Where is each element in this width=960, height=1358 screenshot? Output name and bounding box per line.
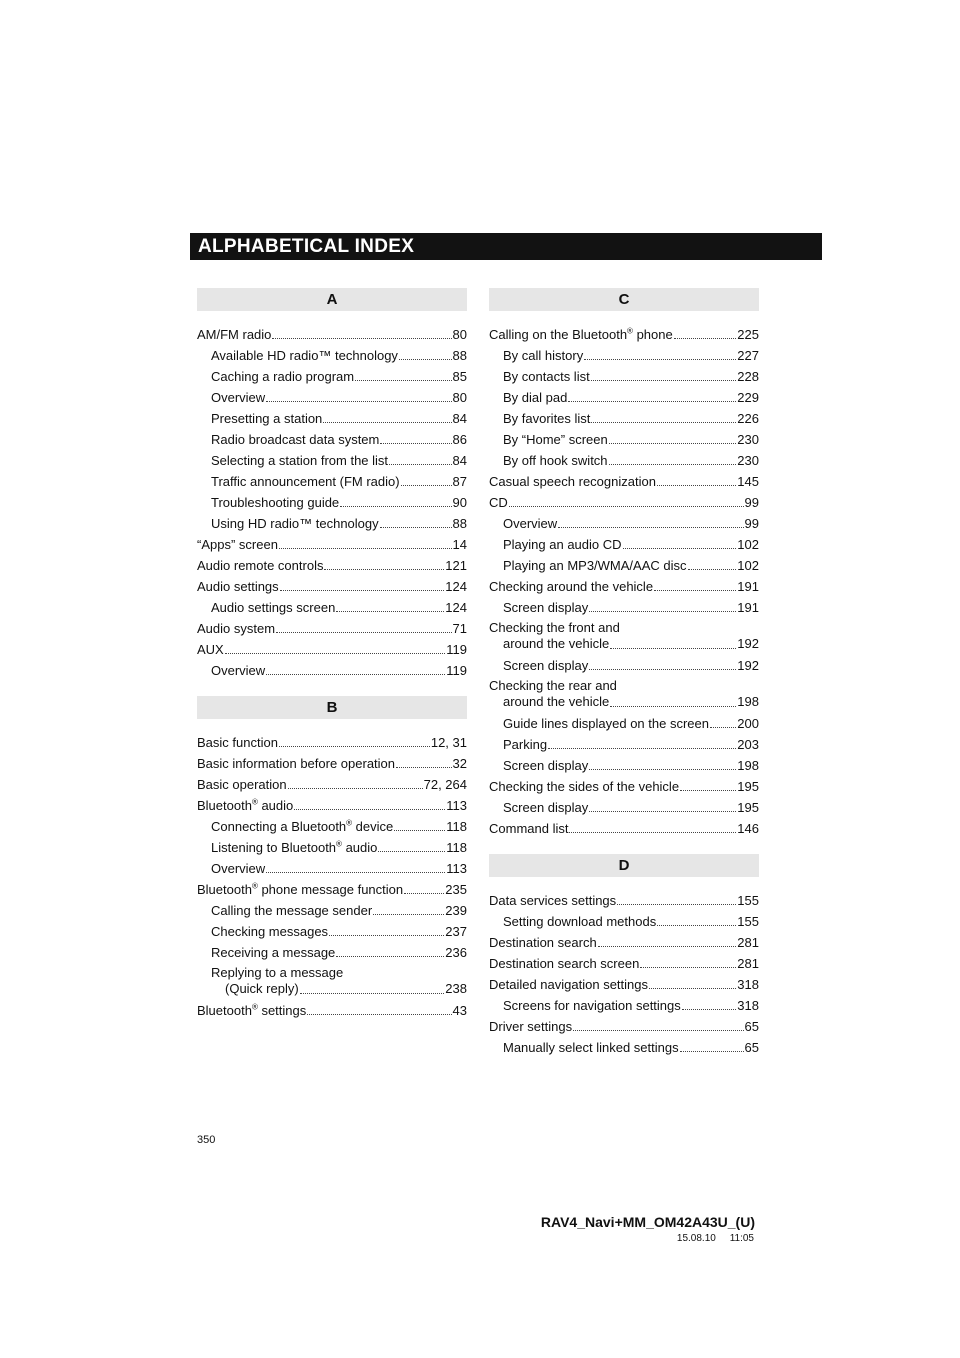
entry-label: Calling the message sender — [211, 903, 373, 918]
leader-dots — [548, 747, 736, 749]
leader-dots — [279, 745, 430, 747]
entry-page: 281 — [737, 956, 759, 971]
leader-dots — [584, 358, 736, 360]
entry-label: Data services settings — [489, 893, 617, 908]
right-column — [489, 288, 759, 1073]
entry-page: 124 — [445, 600, 467, 615]
entry-label: By dial pad — [503, 390, 568, 405]
entry-label: Presetting a station — [211, 411, 323, 426]
index-entry[interactable] — [197, 510, 467, 531]
entry-label: Overview — [503, 516, 558, 531]
entry-label: By favorites list — [503, 411, 591, 426]
index-entry[interactable] — [197, 468, 467, 489]
index-entry[interactable] — [197, 897, 467, 918]
index-entry[interactable] — [489, 531, 759, 552]
entry-page: 102 — [737, 558, 759, 573]
entry-label: Audio settings screen — [211, 600, 336, 615]
entry-label: Destination search — [489, 935, 597, 950]
entry-page: 71 — [452, 621, 467, 636]
index-entry[interactable] — [197, 855, 467, 876]
index-entry[interactable] — [197, 771, 467, 792]
leader-dots — [657, 924, 736, 926]
entry-page: 227 — [737, 348, 759, 363]
leader-dots — [710, 726, 736, 728]
index-entry-replying[interactable] — [197, 965, 467, 997]
entry-page: 281 — [737, 935, 759, 950]
section-b — [197, 696, 467, 1018]
leader-dots — [225, 652, 446, 654]
entry-page: 99 — [744, 495, 759, 510]
left-column — [197, 288, 467, 1036]
entry-label: Replying to a message — [211, 965, 344, 980]
leader-dots — [276, 631, 451, 633]
leader-dots — [589, 668, 736, 670]
entry-label: Caching a radio program — [211, 369, 355, 384]
leader-dots — [279, 547, 452, 549]
entry-label: Checking the front and — [489, 620, 620, 635]
entry-page: 113 — [446, 861, 467, 876]
leader-dots — [589, 810, 736, 812]
leader-dots — [591, 421, 736, 423]
leader-dots — [272, 337, 451, 339]
leader-dots — [589, 768, 736, 770]
entry-page: 32 — [452, 756, 467, 771]
entry-label: Bluetooth® audio — [197, 797, 294, 813]
entry-label: Screen display — [503, 758, 589, 773]
entry-label: AUX — [197, 642, 224, 657]
entry-label: By off hook switch — [503, 453, 608, 468]
index-entry[interactable] — [197, 489, 467, 510]
entry-label: Playing an audio CD — [503, 537, 622, 552]
entry-label: CD — [489, 495, 508, 510]
entry-page: 226 — [737, 411, 759, 426]
entry-label: Using HD radio™ technology — [211, 516, 379, 531]
entry-label: Overview — [211, 861, 266, 876]
index-entry[interactable] — [197, 321, 467, 342]
index-entry[interactable] — [489, 794, 759, 815]
entry-label: Checking around the vehicle — [489, 579, 654, 594]
index-entry[interactable] — [489, 426, 759, 447]
entry-page: 237 — [445, 924, 467, 939]
index-entry[interactable] — [489, 887, 759, 908]
leader-dots — [399, 358, 452, 360]
leader-dots — [323, 421, 451, 423]
entry-page: 155 — [737, 914, 759, 929]
index-entry[interactable] — [197, 792, 467, 813]
index-entry[interactable] — [489, 594, 759, 615]
entry-page: 236 — [445, 945, 467, 960]
entry-page: 118 — [446, 819, 467, 834]
entry-page: 124 — [445, 579, 467, 594]
leader-dots — [568, 400, 736, 402]
index-entry[interactable] — [197, 447, 467, 468]
entry-label: Troubleshooting guide — [211, 495, 340, 510]
entry-label: Checking messages — [211, 924, 329, 939]
leader-dots — [617, 903, 736, 905]
entry-page: 113 — [446, 798, 467, 813]
leader-dots — [266, 400, 451, 402]
index-entry[interactable] — [489, 710, 759, 731]
leader-dots — [680, 789, 736, 791]
entry-page: 119 — [446, 663, 467, 678]
entry-page: 230 — [737, 453, 759, 468]
entry-page: 88 — [452, 516, 467, 531]
entry-label: Audio settings — [197, 579, 279, 594]
leader-dots — [609, 442, 737, 444]
index-entry[interactable] — [489, 1013, 759, 1034]
index-entry[interactable] — [197, 405, 467, 426]
entry-page: 238 — [445, 981, 467, 996]
leader-dots — [394, 829, 445, 831]
entry-label: Connecting a Bluetooth® device — [211, 818, 394, 834]
index-entry[interactable] — [489, 1034, 759, 1055]
page-title: ALPHABETICAL INDEX — [198, 236, 415, 257]
index-entry[interactable] — [197, 939, 467, 960]
index-entry[interactable] — [489, 815, 759, 836]
index-entry[interactable] — [489, 342, 759, 363]
entry-page: 225 — [737, 327, 759, 342]
entry-label: Screen display — [503, 800, 589, 815]
index-entry[interactable] — [489, 468, 759, 489]
index-entry[interactable] — [197, 636, 467, 657]
entry-page: 80 — [452, 327, 467, 342]
entry-page: 195 — [737, 800, 759, 815]
leader-dots — [294, 808, 445, 810]
index-entry[interactable] — [197, 426, 467, 447]
leader-dots — [674, 337, 737, 339]
entry-list-c-front — [489, 652, 759, 673]
index-entry[interactable] — [489, 950, 759, 971]
entry-page: 145 — [737, 474, 759, 489]
entry-page: 85 — [452, 369, 467, 384]
leader-dots — [329, 934, 444, 936]
entry-label-cont: around the vehicle — [503, 694, 610, 709]
entry-page: 14 — [452, 537, 467, 552]
index-entry[interactable] — [489, 363, 759, 384]
section-d — [489, 854, 759, 1055]
index-entry[interactable] — [489, 510, 759, 531]
document-code: RAV4_Navi+MM_OM42A43U_(U) — [540, 1214, 755, 1230]
leader-dots — [380, 442, 451, 444]
leader-dots — [657, 484, 736, 486]
entry-page: 195 — [737, 779, 759, 794]
entry-label: Basic function — [197, 735, 278, 750]
entry-page: 80 — [452, 390, 467, 405]
index-entry[interactable] — [489, 992, 759, 1013]
entry-page: 155 — [737, 893, 759, 908]
section-a — [197, 288, 467, 678]
leader-dots — [389, 463, 452, 465]
entry-page: 191 — [737, 600, 759, 615]
index-entry[interactable] — [197, 552, 467, 573]
index-entry-checking-front[interactable] — [489, 620, 759, 652]
index-entry-checking-rear[interactable] — [489, 678, 759, 710]
entry-page: 65 — [744, 1019, 759, 1034]
entry-page: 200 — [737, 716, 759, 731]
index-entry[interactable] — [197, 918, 467, 939]
index-entry[interactable] — [489, 321, 759, 342]
entry-label: Audio remote controls — [197, 558, 324, 573]
entry-label: AM/FM radio — [197, 327, 272, 342]
entry-page: 12, 31 — [430, 735, 467, 750]
section-letter-c: C — [489, 288, 759, 311]
entry-label: Checking the rear and — [489, 678, 617, 693]
leader-dots — [396, 766, 452, 768]
leader-dots — [623, 547, 737, 549]
entry-page: 86 — [452, 432, 467, 447]
entry-label: Screens for navigation settings — [503, 998, 681, 1013]
entry-page: 88 — [452, 348, 467, 363]
section-letter-d: D — [489, 854, 759, 877]
entry-label: Bluetooth® settings — [197, 1002, 307, 1018]
leader-dots — [288, 787, 423, 789]
entry-label: Destination search screen — [489, 956, 640, 971]
entry-page: 99 — [744, 516, 759, 531]
index-entry[interactable] — [489, 384, 759, 405]
index-entry[interactable] — [489, 405, 759, 426]
entry-label: Receiving a message — [211, 945, 336, 960]
entry-page: 84 — [452, 411, 467, 426]
leader-dots — [266, 673, 445, 675]
entry-list-d — [489, 887, 759, 1055]
entry-label: Basic operation — [197, 777, 287, 792]
entry-label: Available HD radio™ technology — [211, 348, 398, 363]
entry-label: Audio system — [197, 621, 276, 636]
leader-dots — [688, 568, 737, 570]
index-entry[interactable] — [197, 531, 467, 552]
leader-dots — [404, 892, 444, 894]
index-entry[interactable] — [489, 447, 759, 468]
entry-label: Screen display — [503, 658, 589, 673]
entry-label: Driver settings — [489, 1019, 573, 1034]
entry-label: Traffic announcement (FM radio) — [211, 474, 400, 489]
entry-label: Listening to Bluetooth® audio — [211, 839, 378, 855]
entry-label: Calling on the Bluetooth® phone — [489, 326, 673, 342]
entry-label: Radio broadcast data system — [211, 432, 380, 447]
entry-page: 230 — [737, 432, 759, 447]
section-letter-a: A — [197, 288, 467, 311]
entry-label: Command list — [489, 821, 569, 836]
entry-page: 318 — [737, 998, 759, 1013]
print-timestamp: 15.08.10 11:05 — [676, 1233, 754, 1244]
index-entry[interactable] — [197, 384, 467, 405]
entry-label: Parking — [503, 737, 548, 752]
index-entry[interactable] — [489, 731, 759, 752]
entry-label-cont: around the vehicle — [503, 636, 610, 651]
entry-label: Selecting a station from the list — [211, 453, 389, 468]
entry-label: Checking the sides of the vehicle — [489, 779, 680, 794]
entry-page: 121 — [445, 558, 467, 573]
index-entry[interactable] — [197, 997, 467, 1018]
entry-label: Detailed navigation settings — [489, 977, 648, 992]
leader-dots — [340, 505, 451, 507]
leader-dots — [336, 610, 444, 612]
entry-label: Casual speech recognization — [489, 474, 656, 489]
entry-page: 146 — [737, 821, 759, 836]
leader-dots — [558, 526, 743, 528]
leader-dots — [336, 955, 444, 957]
leader-dots — [509, 505, 744, 507]
entry-label: By “Home” screen — [503, 432, 608, 447]
entry-page: 318 — [737, 977, 759, 992]
entry-page: 84 — [452, 453, 467, 468]
leader-dots — [401, 484, 452, 486]
index-entry[interactable] — [197, 876, 467, 897]
index-entry[interactable] — [489, 773, 759, 794]
entry-label: Screen display — [503, 600, 589, 615]
index-entry[interactable] — [197, 594, 467, 615]
entry-label: Overview — [211, 663, 266, 678]
leader-dots — [598, 945, 737, 947]
entry-page: 43 — [452, 1003, 467, 1018]
leader-dots — [307, 1013, 451, 1015]
leader-dots — [682, 1008, 737, 1010]
entry-page: 192 — [737, 658, 759, 673]
entry-page: 191 — [737, 579, 759, 594]
entry-label: By contacts list — [503, 369, 590, 384]
leader-dots — [569, 831, 736, 833]
entry-label: “Apps” screen — [197, 537, 278, 552]
leader-dots — [373, 913, 444, 915]
index-entry[interactable] — [197, 750, 467, 771]
entry-page: 198 — [737, 758, 759, 773]
entry-label: By call history — [503, 348, 584, 363]
entry-page: 90 — [452, 495, 467, 510]
header-bar — [190, 233, 822, 260]
entry-page: 87 — [452, 474, 467, 489]
entry-page: 239 — [445, 903, 467, 918]
index-entry[interactable] — [489, 552, 759, 573]
entry-label: Basic information before operation — [197, 756, 396, 771]
entry-page: 198 — [737, 694, 759, 709]
index-entry[interactable] — [197, 363, 467, 384]
leader-dots — [280, 589, 445, 591]
entry-page: 65 — [744, 1040, 759, 1055]
entry-label: Setting download methods — [503, 914, 657, 929]
entry-page: 72, 264 — [423, 777, 467, 792]
page-number: 350 — [197, 1134, 216, 1146]
index-entry[interactable] — [197, 813, 467, 834]
entry-page: 235 — [445, 882, 467, 897]
entry-list-c — [489, 321, 759, 615]
entry-label: Bluetooth® phone message function — [197, 881, 404, 897]
leader-dots — [378, 850, 445, 852]
leader-dots — [355, 379, 451, 381]
index-entry[interactable] — [489, 489, 759, 510]
leader-dots — [266, 871, 445, 873]
leader-dots — [324, 568, 444, 570]
leader-dots — [380, 526, 452, 528]
entry-label: Guide lines displayed on the screen — [503, 716, 709, 731]
entry-page: 192 — [737, 636, 759, 651]
leader-dots — [680, 1050, 744, 1052]
entry-page: 119 — [446, 642, 467, 657]
leader-dots — [640, 966, 736, 968]
entry-list-b-last — [197, 997, 467, 1018]
section-letter-b: B — [197, 696, 467, 719]
entry-list-c-rear — [489, 710, 759, 836]
index-entry[interactable] — [197, 342, 467, 363]
entry-page: 229 — [737, 390, 759, 405]
leader-dots — [649, 987, 736, 989]
entry-label-cont: (Quick reply) — [225, 981, 299, 996]
entry-list-a — [197, 321, 467, 678]
index-entry[interactable] — [197, 615, 467, 636]
index-entry[interactable] — [489, 908, 759, 929]
index-entry[interactable] — [197, 573, 467, 594]
index-entry[interactable] — [489, 652, 759, 673]
entry-list-b — [197, 729, 467, 960]
entry-page: 228 — [737, 369, 759, 384]
index-entry[interactable] — [197, 834, 467, 855]
index-entry[interactable] — [197, 657, 467, 678]
index-entry[interactable] — [489, 929, 759, 950]
index-entry[interactable] — [489, 573, 759, 594]
section-c — [489, 288, 759, 836]
leader-dots — [609, 463, 737, 465]
entry-label: Overview — [211, 390, 266, 405]
entry-label: Playing an MP3/WMA/AAC disc — [503, 558, 687, 573]
entry-page: 203 — [737, 737, 759, 752]
entry-label: Manually select linked settings — [503, 1040, 679, 1055]
index-entry[interactable] — [489, 752, 759, 773]
entry-page: 118 — [446, 840, 467, 855]
leader-dots — [591, 379, 737, 381]
leader-dots — [573, 1029, 743, 1031]
entry-page: 102 — [737, 537, 759, 552]
leader-dots — [589, 610, 736, 612]
index-entry[interactable] — [489, 971, 759, 992]
leader-dots — [654, 589, 736, 591]
index-entry[interactable] — [197, 729, 467, 750]
